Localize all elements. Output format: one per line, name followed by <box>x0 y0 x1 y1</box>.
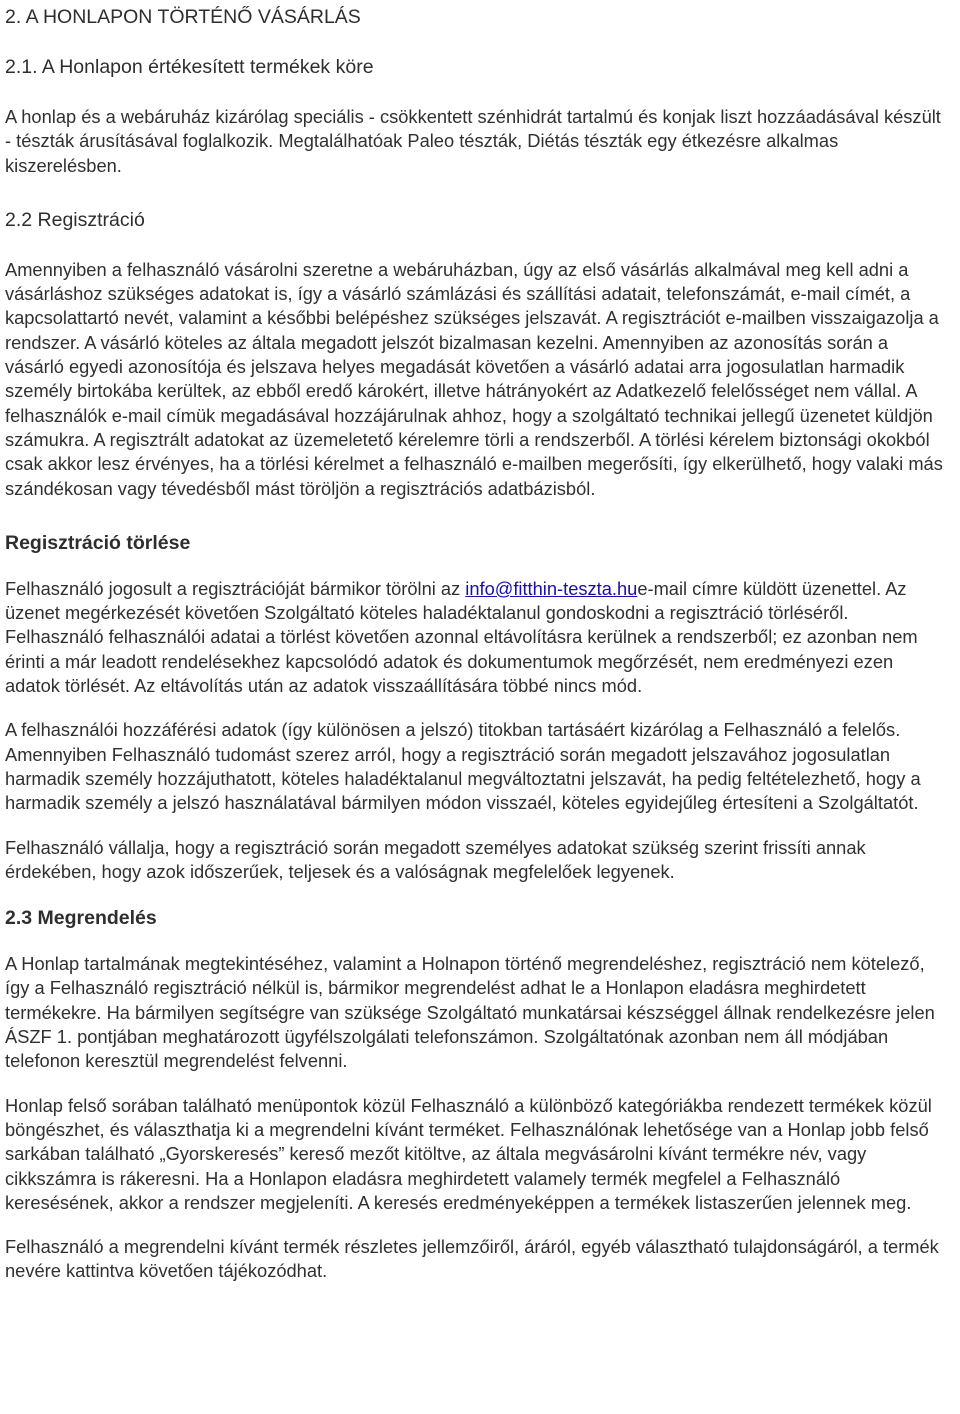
registration-delete-body-end: e-mail címre küldött üzenettel. Az üzenet megérkezését követően Szolgáltató köteles haladéktalanul gondoskodni a regisztráció törléséről. Felhasználó felhasználói adatai a törlést követően azonnal eltávolításra kerülnek a rendszerből; ez azonban nem érinti a már leadott rendelésekhez kapcsolódó adatok és dokumentumok megőrzését, nem eredményezi ezen adatok törlését. Az eltávolítás után az adatok visszaállítására többé nincs mód. <box>5 577 918 697</box>
email-link[interactable]: info@fitthin-teszta.hu <box>465 577 638 599</box>
section-2-3-para-1: A Honlap tartalmának megtekintéséhez, valamint a Holnapon történő megrendeléshez, regisztráció nem kötelező, így a Felhasználó regisztráció nélkül is, bármikor megrendelést adhat le a Honlapon eladásra meghirdetett termékekre. Ha bármilyen segítségre van szüksége Szolgáltató munkatársai készséggel állnak rendelkezésre jelen ÁSZF 1. pontjában meghatározott ügyfélszolgálati telefonszámon. Szolgáltatónak azonban nem áll módjában telefonon keresztül megrendelést felvenni. <box>5 953 935 1072</box>
section-2-title: 2. A HONLAPON TÖRTÉNŐ VÁSÁRLÁS <box>5 6 361 28</box>
section-2-1-body: A honlap és a webáruház kizárólag speciális - csökkentett szénhidrát tartalmú és konjak liszt hozzáadásával készült - tészták árusításával foglalkozik. Megtalálhatóak Paleo tészták, Diétás tészták egy étkezésre alkalmas kiszerelésben. <box>5 106 941 176</box>
registration-delete-body-start: Felhasználó jogosult a regisztrációját bármikor törölni az <box>5 577 466 599</box>
section-2-3-title: 2.3 Megrendelés <box>5 907 157 930</box>
registration-delete-para-2: A felhasználói hozzáférési adatok (így különösen a jelszó) titokban tartásáért kizárólag a Felhasználó a felelős. Amennyiben Felhasználó tudomást szerez arról, hogy a regisztráció során megadott jelszavához jogosulatlan harmadik személy hozzájuthatott, köteles haladéktalanul megváltoztatni jelszavát, ha pedig feltételezhető, hogy a harmadik személy a jelszó használatával bármilyen módon visszaél, köteles egyidejűleg értesíteni a Szolgáltatót. <box>5 719 921 814</box>
registration-delete-para-3: Felhasználó vállalja, hogy a regisztráció során megadott személyes adatokat szükség szerint frissíti annak érdekében, hogy azok időszerűek, teljesek és a valóságnak megfelelőek legyenek. <box>5 836 866 882</box>
registration-delete-body <box>5 577 946 698</box>
section-2-3-para-3: Felhasználó a megrendelni kívánt termék részletes jellemzőiről, áráról, egyéb választható tulajdonságáról, a termék nevére kattintva követően tájékozódhat. <box>5 1236 939 1282</box>
section-2-2-title: 2.2 Regisztráció <box>5 208 145 231</box>
registration-delete-title: Regisztráció törlése <box>5 531 191 554</box>
section-2-1-title: 2.1. A Honlapon értékesített termékek köre <box>5 56 374 78</box>
section-2-3-para-2: Honlap felső sorában található menüpontok közül Felhasználó a különböző kategóriákba rendezett termékek közül böngészhet, és választhatja ki a megrendelni kívánt terméket. Felhasználónak lehetősége van a Honlap jobb felső sarkában található „Gyorskeresés” kereső mezőt kitöltve, az általa megvásárolni kívánt termékre név, vagy cikkszámra is rákeresni. Ha a Honlapon eladásra meghirdetett valamely termék megfelel a Felhasználó keresésének, akkor a rendszer megjeleníti. A keresés eredményeképpen a termékek listaszerűen jelennek meg. <box>5 1094 932 1213</box>
section-2-2-body: Amennyiben a felhasználó vásárolni szeretne a webáruházban, úgy az első vásárlás alkalmával meg kell adni a vásárláshoz szükséges adatokat is, így a vásárló számlázási és szállítási adatait, telefonszámát, e-mail címét, a kapcsolattartó nevét, valamint a későbbi belépéshez szükséges jelszavát. A regisztrációt e-mailben visszaigazolja a rendszer. A vásárló köteles az általa megadott jelszót bizalmasan kezelni. Amennyiben az azonosítás során a vásárló egyedi azonosítója és jelszava helyes megadását követően a vásárló adatai arra jogosulatlan harmadik személy birtokába kerültek, az ebből eredő károkért, illetve hátrányokért az Adatkezelő felelősséget nem vállal. A felhasználók e-mail címük megadásával hozzájárulnak ahhoz, hogy a szolgáltató technikai jellegű üzenetet küldjön számukra. A regisztrált adatokat az üzemeletető kérelemre törli a rendszerből. A törlési kérelem biztonsági okokból csak akkor lesz érvényes, ha a törlési kérelmet a felhasználó e-mailben megerősíti, így elkerülhető, hogy valaki más szándékosan vagy tévedésből mást töröljön a regisztrációs adatbázisból. <box>5 258 943 499</box>
